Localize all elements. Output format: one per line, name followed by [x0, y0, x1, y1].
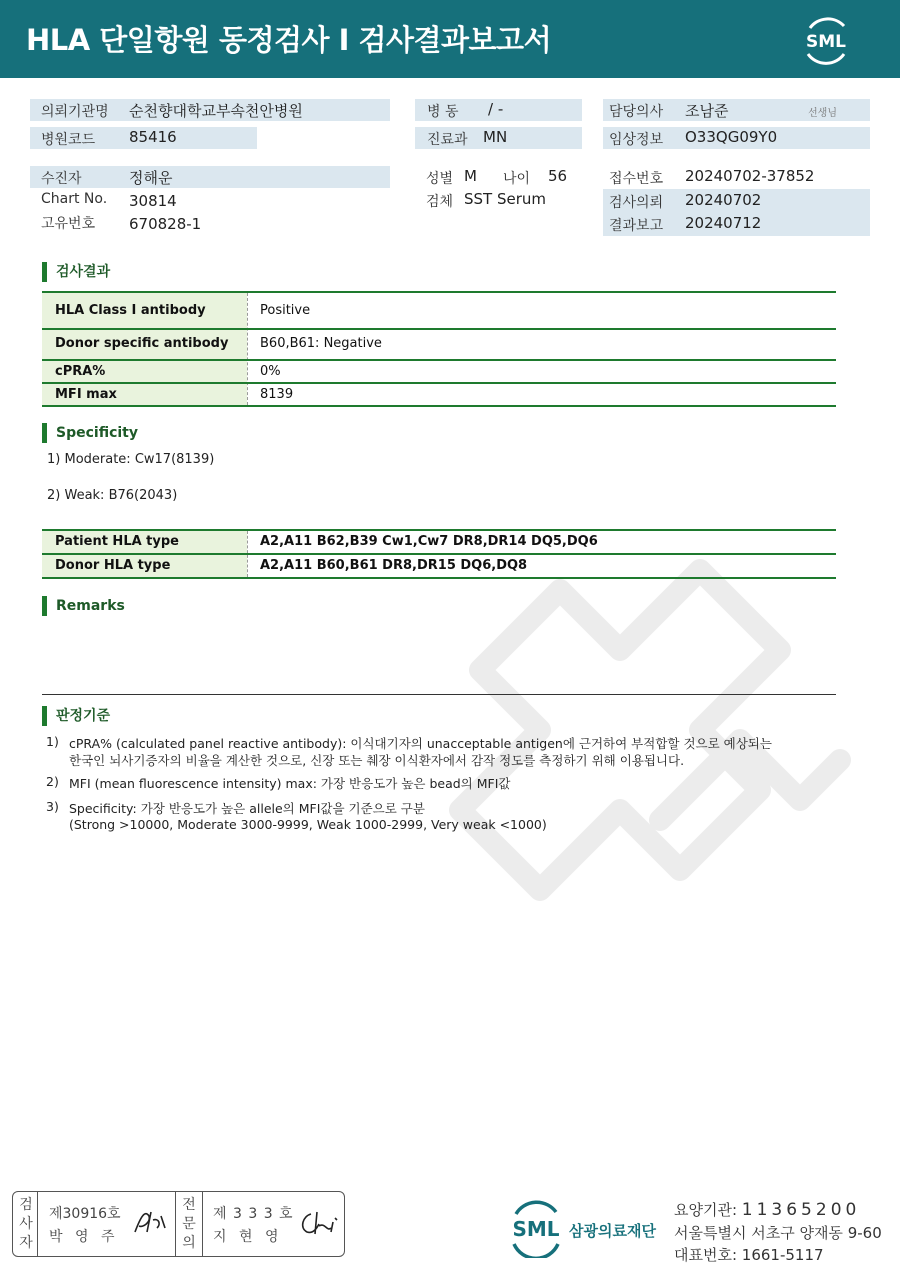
- criteria-num-1: 1): [46, 734, 59, 749]
- uid-label: 고유번호: [41, 216, 96, 232]
- remarks-divider: [42, 694, 836, 695]
- examiner-label-char: 검: [19, 1197, 33, 1213]
- result-label-hla-class: HLA Class I antibody: [55, 303, 206, 318]
- results-line-1: [42, 328, 836, 330]
- criteria-text-2a: MFI (mean fluorescence intensity) max: 가장 반응도가 높은 bead의 MFI값: [69, 776, 511, 791]
- chart-label: Chart No.: [41, 191, 108, 207]
- sig-divider: [175, 1192, 176, 1256]
- org-logo-text: SML: [512, 1217, 560, 1241]
- criteria-heading: 판정기준: [42, 706, 110, 726]
- result-value-hla-class: Positive: [260, 303, 311, 318]
- results-line-bottom: [42, 405, 836, 407]
- age-value: 56: [548, 167, 568, 185]
- criteria-num-3: 3): [46, 799, 59, 814]
- uid-value: 670828-1: [129, 215, 202, 233]
- sml-org-logo-icon: [506, 1200, 566, 1258]
- specialist-signature: [297, 1208, 341, 1238]
- patient-hla-label: Patient HLA type: [55, 534, 179, 549]
- department-label: 진료과: [427, 132, 468, 148]
- examiner-label-char: 자: [19, 1235, 33, 1251]
- specialist-label-char: 의: [182, 1235, 196, 1251]
- donor-hla-label: Donor HLA type: [55, 558, 171, 573]
- results-heading: 검사결과: [42, 262, 110, 282]
- request-value: 20240702: [685, 191, 762, 209]
- org-address: 서울특별시 서초구 양재동 9-60: [674, 1224, 882, 1242]
- specialist-license: 제 3 3 3 호: [213, 1206, 294, 1222]
- patient-hla-value: A2,A11 B62,B39 Cw1,Cw7 DR8,DR14 DQ5,DQ6: [260, 534, 598, 549]
- org-phone-label: 대표번호:: [674, 1246, 742, 1264]
- criteria-text-3b: (Strong >10000, Moderate 3000-9999, Weak 1000-2999, Very weak <1000): [69, 817, 547, 832]
- report-value: 20240712: [685, 214, 762, 232]
- org-code-value: 11365200: [741, 1200, 861, 1220]
- patient-label: 수진자: [41, 171, 82, 187]
- remarks-heading: Remarks: [42, 596, 125, 616]
- examiner-label-char: 사: [19, 1216, 33, 1232]
- org-name: 삼광의료재단: [569, 1222, 656, 1240]
- sex-label: 성별: [426, 171, 454, 187]
- specialist-label-char: 전: [182, 1197, 196, 1213]
- doctor-label: 담당의사: [609, 104, 664, 120]
- donor-hla-value: A2,A11 B60,B61 DR8,DR15 DQ6,DQ8: [260, 558, 528, 573]
- doctor-value: 조남준: [685, 102, 729, 120]
- org-phone-value: 1661-5117: [741, 1246, 824, 1264]
- info-bar-patient: [30, 166, 390, 188]
- org-phone-line: [674, 1244, 824, 1265]
- receipt-label: 접수번호: [609, 171, 664, 187]
- specimen-value: SST Serum: [464, 190, 547, 208]
- receipt-value: 20240702-37852: [685, 167, 815, 185]
- institution-value: 순천향대학교부속천안병원: [129, 102, 303, 120]
- chart-value: 30814: [129, 192, 177, 210]
- sig-divider: [202, 1192, 203, 1256]
- specialist-name: 지 현 영: [213, 1229, 283, 1245]
- specialist-label-char: 문: [182, 1216, 196, 1232]
- criteria-text-1a: cPRA% (calculated panel reactive antibody): 이식대기자의 unacceptable antigen에 근거하여 부적합할 것으로 예상되는: [69, 736, 772, 751]
- report-header: [0, 0, 900, 78]
- result-label-mfi: MFI max: [55, 387, 117, 402]
- examiner-signature: [131, 1206, 171, 1238]
- hla-line-top: [42, 529, 836, 531]
- result-value-cpra: 0%: [260, 364, 281, 379]
- sig-divider: [37, 1192, 38, 1256]
- org-code-line: [674, 1199, 860, 1220]
- sml-logo-icon: [800, 14, 852, 66]
- hla-line-mid: [42, 553, 836, 555]
- examiner-name: 박 영 주: [49, 1229, 119, 1245]
- results-line-3: [42, 382, 836, 384]
- specialist-vertical-label: [178, 1196, 200, 1253]
- result-value-dsa: B60,B61: Negative: [260, 336, 382, 351]
- hla-line-bottom: [42, 577, 836, 579]
- patient-value: 정해운: [129, 169, 173, 187]
- hospital-code-label: 병원코드: [41, 132, 96, 148]
- criteria-text-3a: Specificity: 가장 반응도가 높은 allele의 MFI값을 기준으로 구분: [69, 801, 425, 816]
- results-line-top: [42, 291, 836, 293]
- institution-label: 의뢰기관명: [41, 104, 109, 120]
- results-divider: [247, 293, 248, 405]
- hospital-code-value: 85416: [129, 128, 177, 146]
- result-label-cpra: cPRA%: [55, 364, 106, 379]
- report-title: HLA 단일항원 동정검사 I 검사결과보고서: [26, 23, 552, 57]
- sml-logo-text: SML: [806, 32, 846, 52]
- result-value-mfi: 8139: [260, 387, 294, 402]
- specificity-item: 1) Moderate: Cw17(8139): [47, 452, 215, 467]
- clinical-value: O33QG09Y0: [685, 128, 778, 146]
- specificity-item: 2) Weak: B76(2043): [47, 488, 178, 503]
- ward-label: 병 동: [427, 104, 459, 120]
- specificity-heading: Specificity: [42, 423, 138, 443]
- criteria-text-1b: 한국인 뇌사기증자의 비율을 계산한 것으로, 신장 또는 췌장 이식환자에서 감작 정도를 측정하기 위해 이용됩니다.: [69, 753, 685, 768]
- signature-box: [12, 1191, 345, 1257]
- results-line-2: [42, 359, 836, 361]
- examiner-license: 제30916호: [49, 1206, 121, 1222]
- criteria-num-2: 2): [46, 774, 59, 789]
- age-label: 나이: [503, 171, 531, 187]
- department-value: MN: [483, 128, 508, 146]
- clinical-label: 임상정보: [609, 132, 664, 148]
- specimen-label: 검체: [426, 194, 454, 210]
- org-code-label: 요양기관:: [674, 1201, 742, 1219]
- ward-value: / -: [488, 100, 504, 118]
- examiner-vertical-label: [15, 1196, 37, 1253]
- doctor-suffix: 선생님: [808, 108, 837, 119]
- sex-value: M: [464, 167, 477, 185]
- result-label-dsa: Donor specific antibody: [55, 336, 229, 351]
- report-label: 결과보고: [609, 218, 664, 234]
- request-label: 검사의뢰: [609, 195, 664, 211]
